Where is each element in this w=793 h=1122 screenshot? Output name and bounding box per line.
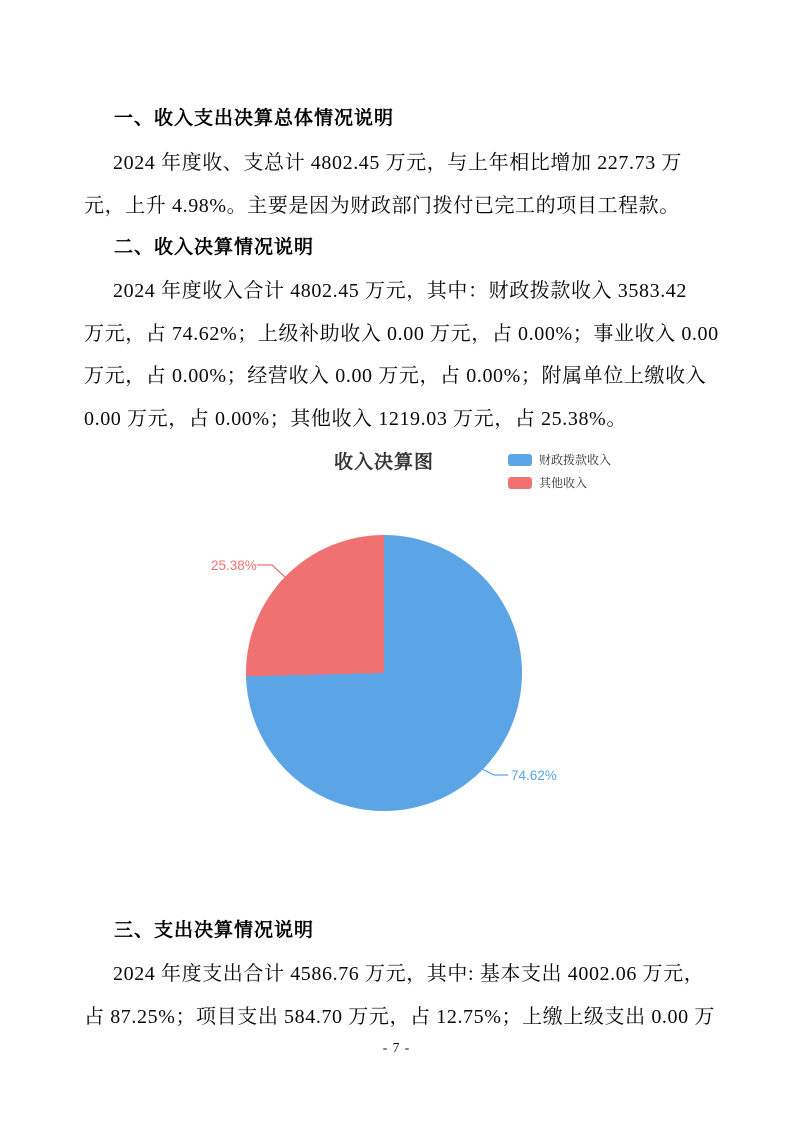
legend-item-other: [508, 474, 587, 491]
chart-title: 收入决算图: [334, 452, 435, 473]
legend-swatch-other-icon: [508, 477, 532, 489]
paragraph-line: 万元，占 0.00%；经营收入 0.00 万元，占 0.00%；附属单位上缴收入: [84, 365, 707, 387]
paragraph-line: 占 87.25%；项目支出 584.70 万元，占 12.75%；上缴上级支出 0.00 万: [84, 1006, 715, 1028]
paragraph-line: 2024 年度支出合计 4586.76 万元，其中: 基本支出 4002.06 万元，: [113, 963, 705, 985]
pie-label-other: 25.38%: [211, 558, 257, 573]
section-2-heading: 二、收入决算情况说明: [114, 237, 315, 258]
paragraph-line: 2024 年度收、支总计 4802.45 万元，与上年相比增加 227.73 万: [113, 152, 682, 174]
legend-label: 其他收入: [539, 476, 588, 490]
paragraph-line: 元，上升 4.98%。主要是因为财政部门拨付已完工的项目工程款。: [84, 195, 680, 217]
paragraph-line: 万元，占 74.62%；上级补助收入 0.00 万元，占 0.00%；事业收入 0.00: [84, 323, 719, 345]
section-1-heading: 一、收入支出决算总体情况说明: [114, 108, 395, 129]
paragraph-line: 0.00 万元，占 0.00%；其他收入 1219.03 万元，占 25.38%。: [84, 408, 627, 430]
leader-line-other: [257, 565, 285, 577]
legend-label: 财政拨款收入: [539, 453, 612, 467]
pie-label-fiscal: 74.62%: [511, 768, 557, 783]
section-3-heading: 三、支出决算情况说明: [114, 920, 315, 941]
page-number: - 7 -: [382, 1040, 411, 1055]
pie-chart: [246, 535, 522, 811]
legend-swatch-fiscal-icon: [508, 454, 532, 466]
paragraph-line: 2024 年度收入合计 4802.45 万元，其中：财政拨款收入 3583.42: [113, 280, 687, 302]
legend-item-fiscal: [508, 451, 611, 468]
leader-line-fiscal: [480, 768, 508, 775]
